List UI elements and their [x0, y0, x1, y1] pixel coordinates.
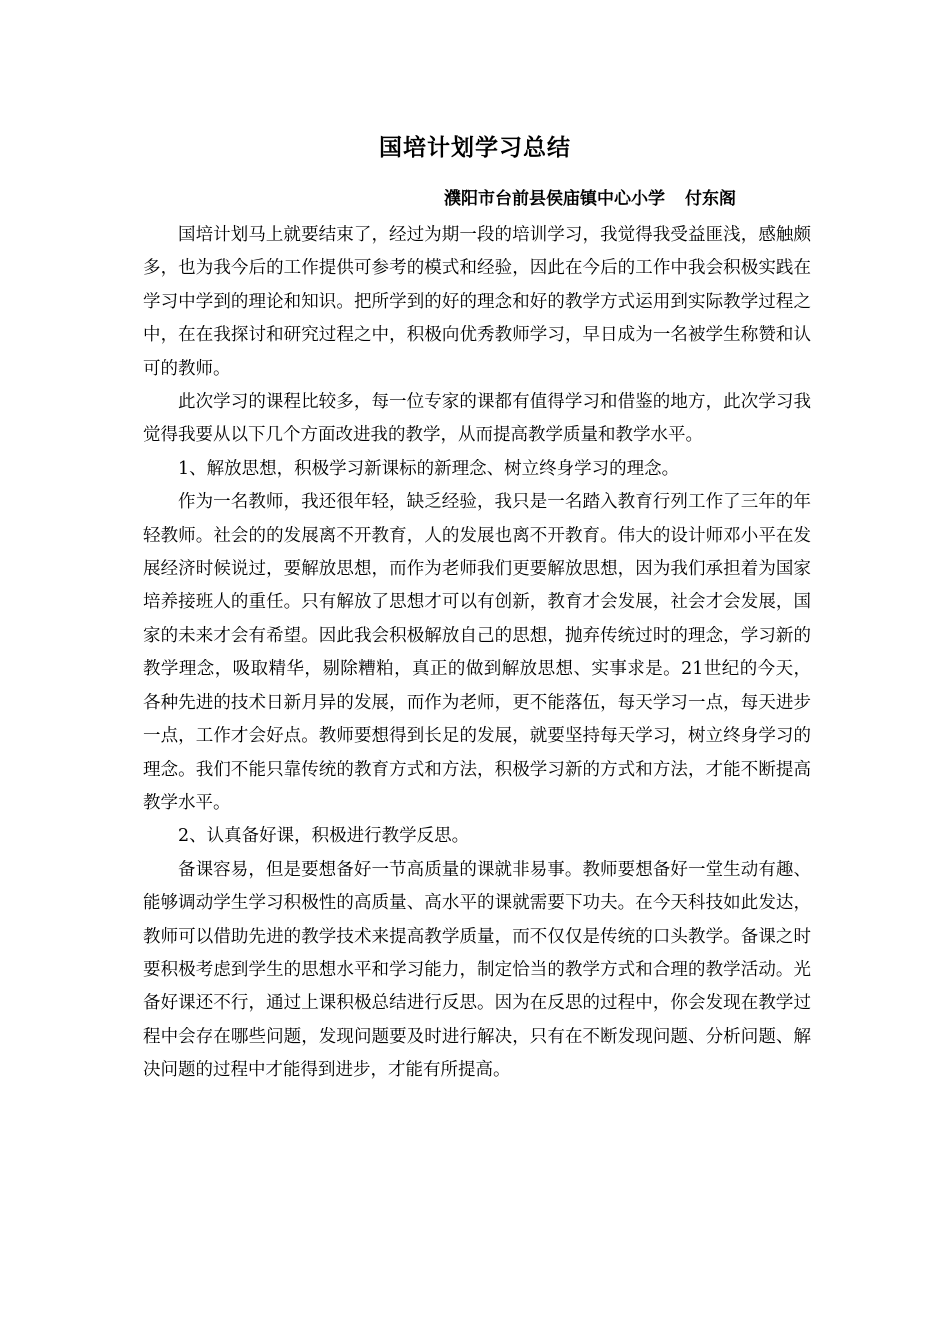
paragraph: 备课容易，但是要想备好一节高质量的课就非易事。教师要想备好一堂生动有趣、能够调动学生学习积极性的高质量、高水平的课就需要下功夫。在今天科技如此发达，教师可以借助先进的教学技术来提高教学质量，而不仅仅是传统的口头教学。备课之时要积极考虑到学生的思想水平和学习能力，制定恰当的教学方式和合理的教学活动。光备好课还不行，通过上课积极总结进行反思。因为在反思的过程中，你会发现在教学过程中会存在哪些问题，发现问题要及时进行解决，只有在不断发现问题、分析问题、解决问题的过程中才能得到进步，才能有所提高。	[143, 859, 811, 1081]
author-name: 付东阁	[685, 189, 736, 209]
document-body	[143, 219, 811, 1088]
paragraph: 此次学习的课程比较多，每一位专家的课都有值得学习和借鉴的地方，此次学习我觉得我要从以下几个方面改进我的教学，从而提高教学质量和教学水平。	[143, 392, 811, 446]
author-affiliation: 濮阳市台前县侯庙镇中心小学	[444, 189, 665, 209]
paragraph: 作为一名教师，我还很年轻，缺乏经验，我只是一名踏入教育行列工作了三年的年轻教师。社会的的发展离不开教育，人的发展也离不开教育。伟大的设计师邓小平在发展经济时候说过，要解放思想，而作为老师我们更要解放思想，因为我们承担着为国家培养接班人的重任。只有解放了思想才可以有创新，教育才会发展，社会才会发展，国家的未来才会有希望。因此我会积极解放自己的思想，抛弃传统过时的理念，学习新的教学理念，吸取精华，剔除糟粕，真正的做到解放思想、实事求是。21世纪的今天，各种先进的技术日新月异的发展，而作为老师，更不能落伍，每天学习一点，每天进步一点，工作才会好点。教师要想得到长足的发展，就要坚持每天学习，树立终身学习的理念。我们不能只靠传统的教育方式和方法，积极学习新的方式和方法，才能不断提高教学水平。	[143, 492, 811, 813]
document-title: 国培计划学习总结	[379, 135, 571, 161]
section-heading: 1、解放思想，积极学习新课标的新理念、树立终身学习的理念。	[178, 458, 680, 479]
author-line	[444, 186, 824, 212]
paragraph: 国培计划马上就要结束了，经过为期一段的培训学习，我觉得我受益匪浅，感触颇多，也为我今后的工作提供可参考的模式和经验，因此在今后的工作中我会积极实践在学习中学到的理论和知识。把所学到的好的理念和好的教学方式运用到实际教学过程之中，在在我探讨和研究过程之中，积极向优秀教师学习，早日成为一名被学生称赞和认可的教师。	[143, 225, 811, 379]
section-heading: 2、认真备好课，积极进行教学反思。	[178, 826, 470, 847]
